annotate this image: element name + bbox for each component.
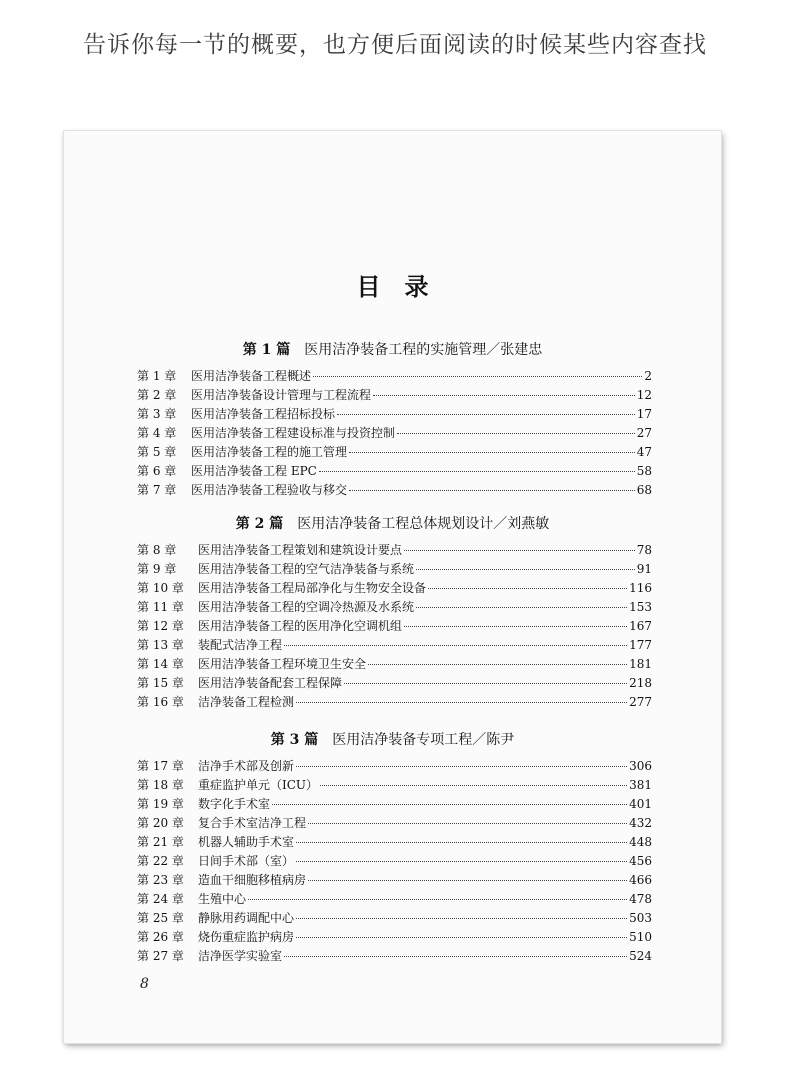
page-number: 478 <box>629 892 652 906</box>
page-number: 153 <box>629 600 652 614</box>
chapter-number: 第 27 章 <box>137 949 184 963</box>
dot-leader <box>428 588 627 589</box>
page-number: 177 <box>629 638 652 652</box>
toc-entry[interactable] <box>137 947 652 966</box>
part-title: 医用洁净装备工程总体规划设计 <box>297 516 494 532</box>
dot-leader <box>397 433 635 434</box>
toc-entry[interactable] <box>137 776 652 795</box>
page-number: 78 <box>636 543 652 557</box>
chapter-title: 洁净手术部及创新 <box>198 759 295 773</box>
toc-entry[interactable] <box>137 852 652 871</box>
toc-entry[interactable] <box>137 598 652 617</box>
part-label: 第 2 篇 <box>235 516 284 532</box>
page-number: 58 <box>636 464 652 478</box>
chapter-title: 造血干细胞移植病房 <box>198 873 307 887</box>
toc-entry[interactable] <box>137 795 652 814</box>
chapter-title: 洁净装备工程检测 <box>198 695 295 709</box>
toc-entry[interactable] <box>137 443 652 462</box>
dot-leader <box>416 569 635 570</box>
toc-entry[interactable] <box>137 871 652 890</box>
chapter-title: 医用洁净装备配套工程保障 <box>198 676 343 690</box>
dot-leader <box>373 395 635 396</box>
chapter-title: 医用洁净装备工程的空气洁净装备与系统 <box>198 562 415 576</box>
dot-leader <box>404 550 635 551</box>
chapter-number: 第 24 章 <box>137 892 184 906</box>
toc-entry[interactable] <box>137 386 652 405</box>
chapter-title: 洁净医学实验室 <box>198 949 283 963</box>
chapter-number: 第 2 章 <box>137 388 177 402</box>
chapter-title: 医用洁净装备工程的医用净化空调机组 <box>198 619 403 633</box>
chapter-title: 医用洁净装备工程环境卫生安全 <box>198 657 367 671</box>
toc-entry[interactable] <box>137 424 652 443</box>
chapter-number: 第 17 章 <box>137 759 184 773</box>
chapter-number: 第 15 章 <box>137 676 184 690</box>
chapter-number: 第 18 章 <box>137 778 184 792</box>
page-number: 68 <box>636 483 652 497</box>
chapter-number: 第 23 章 <box>137 873 184 887</box>
toc-entry[interactable] <box>137 928 652 947</box>
chapter-number: 第 1 章 <box>137 369 177 383</box>
chapter-title: 医用洁净装备工程招标投标 <box>191 407 336 421</box>
chapter-number: 第 19 章 <box>137 797 184 811</box>
chapter-title: 医用洁净装备工程局部净化与生物安全设备 <box>198 581 427 595</box>
book-page <box>64 131 721 1043</box>
chapter-title: 复合手术室洁净工程 <box>198 816 307 830</box>
page-number: 381 <box>629 778 652 792</box>
chapter-title: 医用洁净装备工程策划和建筑设计要点 <box>198 543 403 557</box>
chapter-number: 第 21 章 <box>137 835 184 849</box>
dot-leader <box>296 842 627 843</box>
chapter-number: 第 22 章 <box>137 854 184 868</box>
page-number: 306 <box>629 759 652 773</box>
page-number: 456 <box>629 854 652 868</box>
toc-entry[interactable] <box>137 617 652 636</box>
toc-entry[interactable] <box>137 560 652 579</box>
chapter-title: 医用洁净装备工程建设标准与投资控制 <box>191 426 396 440</box>
toc-entry[interactable] <box>137 757 652 776</box>
chapter-number: 第 20 章 <box>137 816 184 830</box>
dot-leader <box>296 861 627 862</box>
chapter-number: 第 13 章 <box>137 638 184 652</box>
dot-leader <box>344 683 627 684</box>
chapter-title: 装配式洁净工程 <box>198 638 283 652</box>
dot-leader <box>284 645 627 646</box>
page-number: 91 <box>636 562 652 576</box>
toc-entry[interactable] <box>137 405 652 424</box>
part-title: 医用洁净装备工程的实施管理 <box>304 342 487 358</box>
dot-leader <box>368 664 627 665</box>
chapter-number: 第 3 章 <box>137 407 177 421</box>
toc-entry[interactable] <box>137 541 652 560</box>
chapter-title: 日间手术部（室） <box>198 854 295 868</box>
dot-leader <box>308 823 627 824</box>
dot-leader <box>284 956 627 957</box>
chapter-title: 机器人辅助手术室 <box>198 835 295 849</box>
chapter-title: 静脉用药调配中心 <box>198 911 295 925</box>
dot-leader <box>272 804 627 805</box>
page-number: 510 <box>629 930 652 944</box>
page-number: 167 <box>629 619 652 633</box>
part-heading-1 <box>64 339 721 359</box>
part-heading-2 <box>64 513 721 533</box>
toc-entry[interactable] <box>137 462 652 481</box>
chapter-title: 医用洁净装备工程的施工管理 <box>191 445 348 459</box>
dot-leader <box>319 471 635 472</box>
dot-leader <box>296 766 627 767</box>
dot-leader <box>337 414 635 415</box>
page-number: 432 <box>629 816 652 830</box>
toc-title: 目 录 <box>356 272 429 301</box>
chapter-number: 第 4 章 <box>137 426 177 440</box>
part-author: ／张建忠 <box>486 342 543 358</box>
part-label: 第 3 篇 <box>270 732 319 748</box>
dot-leader <box>308 880 627 881</box>
dot-leader <box>416 607 627 608</box>
page-number: 218 <box>629 676 652 690</box>
chapter-title: 医用洁净装备工程概述 <box>191 369 312 383</box>
page-number: 524 <box>629 949 652 963</box>
part-label: 第 1 篇 <box>242 342 291 358</box>
page-number: 277 <box>629 695 652 709</box>
page-number: 181 <box>629 657 652 671</box>
page-number: 466 <box>629 873 652 887</box>
chapter-number: 第 10 章 <box>137 581 184 595</box>
chapter-number: 第 26 章 <box>137 930 184 944</box>
page-folio: 8 <box>140 976 149 992</box>
part-author: ／陈尹 <box>472 732 515 748</box>
toc-entry[interactable] <box>137 909 652 928</box>
caption-text: 告诉你每一节的概要，也方便后面阅读的时候某些内容查找 <box>83 32 707 58</box>
page-number: 448 <box>629 835 652 849</box>
chapter-title: 生殖中心 <box>198 892 247 906</box>
chapter-title: 医用洁净装备工程验收与移交 <box>191 483 348 497</box>
dot-leader <box>349 490 635 491</box>
dot-leader <box>313 376 642 377</box>
part-title: 医用洁净装备专项工程 <box>332 732 473 748</box>
page-number: 17 <box>636 407 652 421</box>
chapter-number: 第 8 章 <box>137 543 177 557</box>
part-heading-3 <box>64 729 721 749</box>
dot-leader <box>404 626 627 627</box>
chapter-number: 第 6 章 <box>137 464 177 478</box>
chapter-number: 第 14 章 <box>137 657 184 671</box>
chapter-title: 医用洁净装备工程 EPC <box>191 464 317 478</box>
page-number: 401 <box>629 797 652 811</box>
toc-entry[interactable] <box>137 579 652 598</box>
toc-entry[interactable] <box>137 367 652 386</box>
chapter-number: 第 5 章 <box>137 445 177 459</box>
toc-entry[interactable] <box>137 814 652 833</box>
chapter-number: 第 9 章 <box>137 562 177 576</box>
dot-leader <box>296 937 627 938</box>
toc-entry[interactable] <box>137 636 652 655</box>
page-number: 47 <box>636 445 652 459</box>
toc-entry[interactable] <box>137 833 652 852</box>
toc-entry[interactable] <box>137 674 652 693</box>
chapter-title: 数字化手术室 <box>198 797 271 811</box>
page-number: 503 <box>629 911 652 925</box>
page-number: 27 <box>636 426 652 440</box>
toc-entry[interactable] <box>137 655 652 674</box>
dot-leader <box>248 899 627 900</box>
dot-leader <box>320 785 627 786</box>
chapter-title: 重症监护单元（ICU） <box>198 778 319 792</box>
chapter-title: 烧伤重症监护病房 <box>198 930 295 944</box>
toc-entry[interactable] <box>137 890 652 909</box>
dot-leader <box>296 918 627 919</box>
part-author: ／刘燕敏 <box>493 516 550 532</box>
page-number: 116 <box>629 581 652 595</box>
chapter-number: 第 11 章 <box>137 600 184 614</box>
dot-leader <box>349 452 635 453</box>
dot-leader <box>296 702 627 703</box>
chapter-number: 第 25 章 <box>137 911 184 925</box>
toc-entry[interactable] <box>137 481 652 500</box>
page-number: 12 <box>636 388 652 402</box>
toc-entry[interactable] <box>137 693 652 712</box>
chapter-title: 医用洁净装备设计管理与工程流程 <box>191 388 372 402</box>
chapter-number: 第 12 章 <box>137 619 184 633</box>
chapter-title: 医用洁净装备工程的空调冷热源及水系统 <box>198 600 415 614</box>
page-number: 2 <box>644 369 652 383</box>
chapter-number: 第 7 章 <box>137 483 177 497</box>
chapter-number: 第 16 章 <box>137 695 184 709</box>
